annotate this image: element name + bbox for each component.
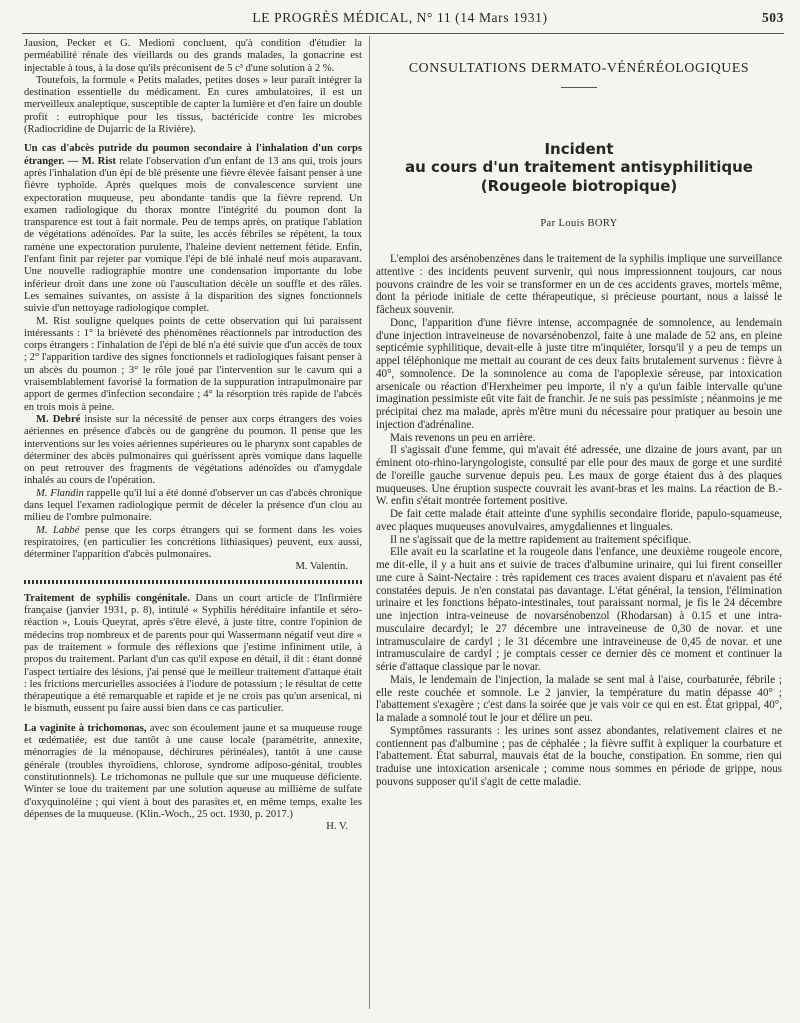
speaker-name: M. Debré (36, 413, 81, 425)
right-column (376, 58, 782, 1009)
paragraph: M. Rist souligne quelques points de cette observation qui lui paraissent intéressants : 1° la brièveté des phénomènes réactionnels par introduction des corps étrangers : l'inhalation de l'épi de blé n'a été suivie que d'un accès de toux ; 2° l'apparition tardive des signes fonctionnels et radiologiques faisant penser à un abcès du poumon ; 3° le rôle joué par l'intervention sur le cavum qui a vraisemblablement favorisé la formation de la suppuration intrapulmonaire par apport de germes d'infection secondaire ; 4° la résorption très rapide de l'abcès en trois mois à peine. (24, 315, 362, 413)
article-paragraph: Mais revenons un peu en arrière. (390, 431, 536, 444)
article-paragraph: Il ne s'agissait que de la mettre rapidement au traitement spécifique. (390, 533, 692, 546)
paragraph: La vaginite à trichomonas, avec son écoulement jaune et sa muqueuse rouge et œdématiée, est due tantôt à une cause locale (paramétrite, annexite, ménorragies de la ménopause, déchirures périnéales), tantôt à une cause générale (troubles thyroïdiens, chlorose, syndrome adiposo-génital, troubles constitutionnels). Le trichomonas ne pullule que sur une muqueuse déficiente. Winter se loue du traitement par une solution aqueuse au millième de sulfate d'oxyquinoléine ; qui vient à bout des parasites et, en même temps, exalte les dépenses de la muqueuse. (Klin.-Woch., 25 oct. 1930, p. 2017.) (24, 722, 362, 820)
paragraph-heading: La vaginite à trichomonas, (24, 722, 147, 734)
paragraph: Jausion, Pecker et G. Medioni concluent, qu'à condition d'étudier la perméabilité rénale des vieillards ou des grands malades, la gonacrine est injectable à tous, à la dose qu'ils préconisent de 5 c³ d'une solution à 2 %. (24, 38, 362, 74)
article-paragraph: Il s'agissait d'une femme, qui m'avait été adressée, une dizaine de jours avant, par un éminent oto-rhino-laryngologiste, consulté par elle pour des maux de gorge et une surdité de l'oreille gauche survenue depuis peu. Les maux de gorge étaient dus à des plaques muqueuses. Une éruption suspecte couvrait les avant-bras et les mains. La réaction de B.-W. enfin s'était montrée fortement positive. (376, 444, 782, 508)
article-paragraph: L'emploi des arsénobenzènes dans le traitement de la syphilis implique une surveillance attentive : des incidents peuvent survenir, qui nous impressionnent toujours, car nous pouvons craindre de les voir se transformer en un de ces accidents graves, mortels même, dont la période initiale de cette thérapeutique, si précieuse pourtant, nous a laissé le fâcheux souvenir. (376, 253, 782, 316)
speaker-name: M. Flandin (36, 487, 84, 499)
article-paragraph: Mais, le lendemain de l'injection, la malade se sent mal à l'aise, courbaturée, fébrile ; elle reste couchée et somnole. Le 2 janvier, la température du matin dépasse 40° ; l'abattement s'exagère ; c'est dans la soirée que je vais voir ce qui en est. État grippal, 40°, la malade a somnolé tout le jour et délire un peu. (376, 673, 782, 724)
article-paragraph: Symptômes rassurants : les urines sont assez abondantes, relativement claires et ne contiennent pas d'albumine ; pas de céphalée ; la fièvre suffit à expliquer la courbature et l'abattement. État saburral, mauvais état de la bouche, constipation. En somme, rien qui traduise une intoxication arsenicale ; comme nous sommes en période de grippe, nous pouvons supposer qu'il s'agit de cette maladie. (376, 724, 782, 788)
left-column (24, 38, 362, 1009)
article-title: Incident au cours d'un traitement antisyphilitique (Rougeole biotropique) (405, 140, 753, 195)
speaker-name: M. Labbé (36, 524, 80, 536)
article-paragraph: Elle avait eu la scarlatine et la rougeole dans l'enfance, une deuxième rougeole encore, me dit-elle, il y a huit ans et suivie de traces d'albumine urinaire, qui lui firent conseiller une cure à Saint-Nectaire : très rapidement ces traces avaient disparu et n'avaient pas été constatées depuis. Je n'en constatai pas davantage. L'état général, la tension, l'élimination urinaire et les fonctions hépato-intestinales, tout paraissant normal, je fis le 24 décembre une injection intra-veineuse de novarsénobenzol (Rhodarsan) à 0.15 et une intra-musculaire decardyl; le 27 décembre une intraveineuse de 0,30 de novar. et une intramusculaire de cardyl ; le 31 décembre une intraveineuse de 0,45 de novar. et une intramusculaire de cardyl ; je comptais cesser ce dernier dès ce moment et continuer la série d'attaque classique par le novar. (376, 546, 782, 673)
page-number: 503 (761, 10, 784, 25)
article-paragraph: De fait cette malade était atteinte d'une syphilis secondaire floride, papulo-squameuse, avec plaques muqueuses anovulvaires, amygdaliennes et linguales. (376, 508, 782, 533)
paragraph-heading: Un cas d'abcès putride du poumon secondaire à l'inhalation d'un corps étranger. — M. Rist (24, 143, 362, 167)
byline: Par Louis BORY (540, 218, 618, 229)
dotted-separator (24, 580, 362, 584)
paragraph: Traitement de syphilis congénitale. Dans un court article de l'Infirmière française (janvier 1931, p. 8), intitulé « Syphilis héréditaire infantile et séro-réaction », Louis Queyrat, après s'être élevé, à juste titre, contre l'opinion de médecins trop nombreux et de parents pour qui Wassermann négatif veut dire « pas de traitement » formule des réflexions que j'estime infiniment utile, à propos du traitement. Parlant d'un cas qu'il expose en détail, il dit : étant donné l'aspect tertiaire des lésions, j'ai pensé que le meilleur traitement d'attaque était : les frictions mercurielles associées à l'iodure de potassium ; le résultat de cette thérapeutique a été remarquable et rapide et je ne crois pas qu'un arsenical, ni le bismuth, eussent pu faire aussi bien dans ce cas particulier. (24, 592, 362, 715)
paragraph: Un cas d'abcès putride du poumon secondaire à l'inhalation d'un corps étranger. — M. Rist relate l'observation d'un enfant de 13 ans qui, trois jours après l'inhalation d'un épi de blé présente une fièvre élevée faisant penser à une fièvre typhoïde. Après quelques mois de convalescence survient une expectoration muqueuse, peu abondante tandis que la fièvre reprend. Un examen radiologique du thorax montre l'intégrité du poumon dont la transparence est tout à fait normale. Peu de temps après, on pratique l'ablation de végétations adénoïdes. Par la suite, les accès fébriles se répètent, la toux ramène une expectoration purulente, l'haleine devient nettement fétide. Enfin, l'enfant finit par rejeter par vomique l'épi de blé inhalé neuf mois auparavant. Une nouvelle radiographie montre une condensation importante du lobe inférieur droit dans une zone où l'auscultation décèle un souffle et des râles. Les semaines suivantes, on assiste à la disparition des signes fonctionnels suivie d'un nettoyage radiologique complet. (24, 143, 362, 315)
section-heading: CONSULTATIONS DERMATO-VÉNÉRÉOLOGIQUES (408, 60, 750, 75)
running-head (0, 10, 800, 32)
paragraph: Toutefois, la formule « Petits malades, petites doses » leur paraît intégrer la destination essentielle du médicament. En cures ambulatoires, il est un merveilleux analeptique, susceptible de capter la lumière et d'en faire un double profit : eutrophique pour les tissus, bactéricide contre les microbes (Radiocridine de Dujarric de la Rivière). (24, 74, 362, 136)
signature: H. V. (326, 821, 348, 833)
paragraph: M. Debré insiste sur la nécessité de penser aux corps étrangers des voies aériennes en présence d'abcès ou de gangrène du poumon. Il pense que les interventions sur les voies aériennes supérieures ou le pharynx sont capables de déterminer des abcès pulmonaires qui guérissent après vomique dans laquelle on peut retrouver des fragments de végétations adénoïdes ou d'amygdale inhalés au cours de l'opération. (24, 413, 362, 487)
article-paragraph: Donc, l'apparition d'une fièvre intense, accompagnée de somnolence, au lendemain d'une injection intraveineuse de novarsénobenzol, faite à une malade de 52 ans, en pleine septicémie syphilitique, devait-elle à juste titre m'inquiéter, lorsqu'il y a peu de temps un appel téléphonique me mettait au courant de ces deux faits brutalement survenus : fièvre à 40°, somnolence. De la somnolence au coma de l'apoplexie séreuse, par intoxication arsenicale ou réaction d'Herxheimer peu importe, il n'y a qu'un faible intervalle qu'une imagination pessimiste eût vite fait de franchir. Je ne suis pas pessimiste ; néanmoins je me précipitai chez ma malade, après m'être muni du nécessaire pour pratiquer au besoin une injection d'adrénaline. (376, 316, 782, 431)
column-divider (369, 36, 370, 1009)
paragraph: M. Flandin rappelle qu'il lui a été donné d'observer un cas d'abcès chronique dans lequel l'examen radiologique permit de déceler la présence d'un clou au milieu de l'ombre pulmonaire. (24, 487, 362, 524)
paragraph-heading: Traitement de syphilis congénitale. (24, 592, 190, 604)
paragraph: M. Labbé pense que les corps étrangers qui se forment dans les voies respiratoires, (en particulier les concrétions lithiasiques) peuvent, eux aussi, déterminer l'apparition d'abcès pulmonaires. (24, 524, 362, 561)
running-title: LE PROGRÈS MÉDICAL, N° 11 (14 Mars 1931) (252, 10, 548, 25)
section-rule (561, 87, 597, 88)
signature: M. Valentin. (295, 561, 348, 573)
header-rule (22, 33, 784, 34)
